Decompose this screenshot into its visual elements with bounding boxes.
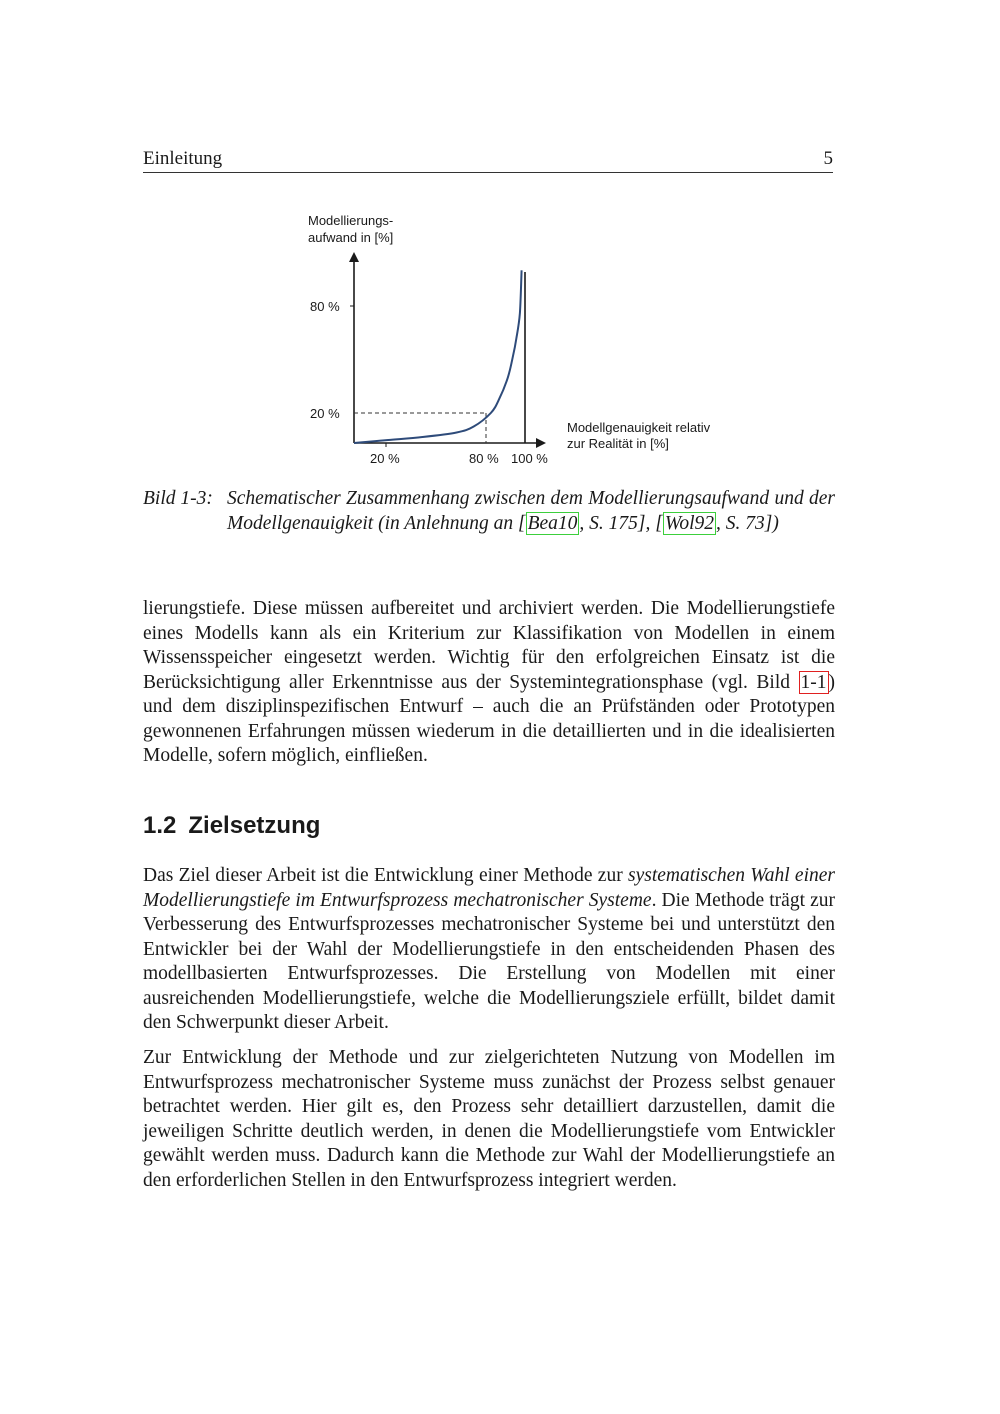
paragraph-text: . Die Methode trägt zur Verbesserung des Entwurfsprozesses mechatronischer Systeme bei und unterstützt den Entwickler bei der Wahl der Modellierungstiefe in den entscheidenden Phasen des modellbasierten Entwurfsprozesses. Die Erstellung von Modellen mit einer ausreichenden Modellierungstiefe, welche die Modellierungsziele erfüllt, bildet damit den Schwerpunkt dieser Arbeit. [143, 889, 835, 1033]
section-heading [143, 812, 320, 840]
figure-reference-1-1[interactable]: 1-1 [800, 671, 827, 693]
citation-bea10[interactable]: Bea10 [527, 513, 578, 534]
paragraph-text: Das Ziel dieser Arbeit ist die Entwicklung einer Methode zur [143, 865, 628, 886]
y-axis-label-line2: aufwand in [%] [308, 230, 394, 245]
running-header [143, 148, 833, 173]
y-tick-label-80: 80 % [310, 299, 340, 314]
x-tick-label-100: 100 % [511, 451, 548, 466]
caption-text [227, 486, 835, 536]
x-tick-label-20: 20 % [370, 451, 400, 466]
citation-wol92[interactable]: Wol92 [664, 513, 714, 534]
paragraph-text: lierungstiefe. Diese müssen aufbereitet und archiviert werden. Die Modellierungstiefe eines Modells kann als ein Kriterium zur Klassifikation von Modellen in einem Wissensspeicher eingesetzt werden. Wichtig für den erfolgreichen Einsatz ist die Berücksichtigung aller Erkenntnisse aus der Systemintegrationsphase (vgl. Bild [143, 598, 835, 693]
caption-text-part: , S. 175], [ [579, 513, 663, 534]
x-axis-label-line1: Modellgenauigkeit relativ [567, 420, 711, 435]
header-title: Einleitung [143, 148, 223, 169]
y-tick-label-20: 20 % [310, 406, 340, 421]
paragraph-methode: Zur Entwicklung der Methode und zur zielgerichteten Nutzung von Modellen im Entwurfsprozess mechatronischer Systeme muss zunächst der Prozess selbst genauer betrachtet werden. Hier gilt es, den Prozess sehr detailliert darzustellen, damit die jeweiligen Schritte deutlich werden, in denen die Modellierungstiefe vom Entwickler gewählt werden muss. Dadurch kann die Methode zur Wahl der Modellierungstiefe an den erforderlichen Stellen in den Entwurfsprozess integriert werden. [143, 1047, 835, 1191]
series-curve [354, 270, 522, 443]
x-tick-label-80: 80 % [469, 451, 499, 466]
x-axis-label-line2: zur Realität in [%] [567, 436, 669, 451]
paragraph-emphasis: systematischen Wahl einer Modellierungstiefe im Entwurfsprozess mechatronischer Systeme [143, 865, 835, 911]
paragraph-zielsetzung [143, 864, 835, 1036]
section-title: Zielsetzung [188, 812, 321, 839]
y-axis-label-line1: Modellierungs- [308, 213, 394, 228]
caption-text-part: Schematischer Zusammenhang zwischen dem Modellierungsaufwand und der Modellgenauigkeit (in Anlehnung an [ [227, 488, 835, 534]
caption-label: Bild 1-3: [143, 488, 213, 509]
figure-caption [143, 486, 835, 536]
figure-chart [300, 210, 740, 475]
paragraph-text: ) und dem disziplinspezifischen Entwurf – auch die an Prüfständen oder Prototypen gewonnenen Erfahrungen müssen wiederum in die detaillierten und in die idealisierten Modelle, sofern möglich, einfließen. [143, 671, 835, 766]
page-number: 5 [823, 148, 833, 169]
chart-svg [300, 210, 740, 475]
caption-text-part: , S. 73]) [715, 513, 779, 534]
section-number: 1.2 [143, 812, 177, 839]
paragraph-modellierungstiefe [143, 597, 835, 769]
